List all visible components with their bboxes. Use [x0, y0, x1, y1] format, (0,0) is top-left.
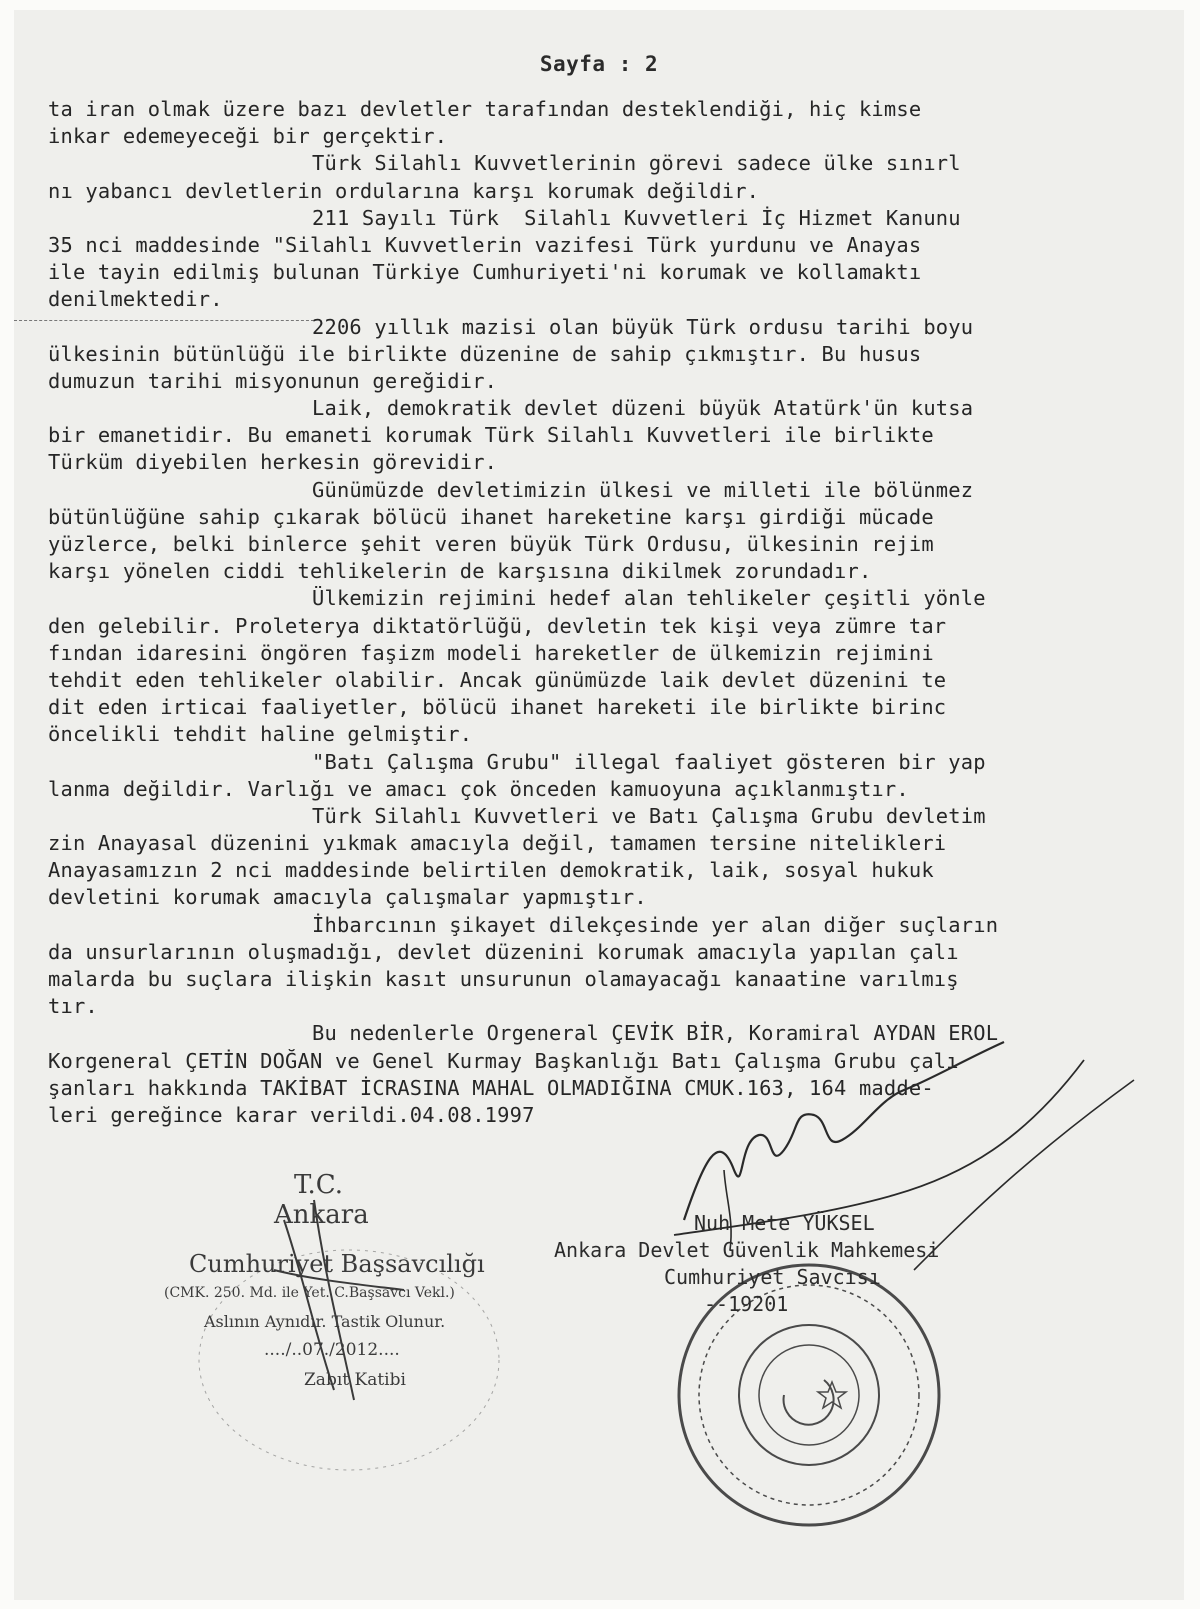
body-line: nı yabancı devletlerin ordularına karşı korumak değildir. [48, 178, 760, 203]
stamp-office: Cumhuriyet Başsavcılığı [189, 1250, 485, 1278]
stamp-city: Ankara [274, 1200, 369, 1230]
body-line: Anayasamızın 2 nci maddesinde belirtilen demokratik, laik, sosyal hukuk [48, 858, 934, 883]
body-line: ile tayin edilmiş bulunan Türkiye Cumhuriyeti'ni korumak ve kollamaktı [48, 260, 922, 285]
body-line: dumuzun tarihi misyonunun gereğidir. [48, 368, 498, 393]
body-line: şanları hakkında TAKİBAT İCRASINA MAHAL OLMADIĞINA CMUK.163, 164 madde- [48, 1075, 934, 1100]
stamp-tc: T.C. [294, 1170, 344, 1200]
stamp-certified: Aslının Aynıdır. Tastik Olunur. [204, 1312, 446, 1331]
body-line: inkar edemeyeceği bir gerçektir. [48, 124, 448, 149]
body-line: devletini korumak amacıyla çalışmalar yapmıştır. [48, 885, 647, 910]
body-line: den gelebilir. Proleterya diktatörlüğü, devletin tek kişi veya zümre tar [48, 613, 947, 638]
signature-block [554, 1210, 1114, 1318]
body-line: Türk Silahlı Kuvvetleri ve Batı Çalışma Grubu devletim [312, 803, 986, 828]
body-line: Laik, demokratik devlet düzeni büyük Atatürk'ün kutsa [312, 396, 974, 421]
body-line: Türküm diyebilen herkesin görevidir. [48, 450, 498, 475]
certification-stamp [164, 1160, 534, 1490]
body-line: zin Anayasal düzenini yıkmak amacıyla değil, tamamen tersine nitelikleri [48, 831, 947, 856]
body-line: Günümüzde devletimizin ülkesi ve milleti ile bölünmez [312, 477, 974, 502]
signatory-institution: Ankara Devlet Güvenlik Mahkemesi [554, 1238, 940, 1262]
body-line: dit eden irticai faaliyetler, bölücü ihanet hareketi ile birlikte birinc [48, 695, 947, 720]
body-line: yüzlerce, belki binlerce şehit veren büyük Türk Ordusu, ülkesinin rejim [48, 532, 934, 556]
document-body [48, 96, 1184, 1129]
body-line: ta iran olmak üzere bazı devletler tarafından desteklendiği, hiç kimse [48, 97, 922, 121]
body-line: fından idaresini öngören faşizm modeli hareketler de ülkemizin rejimini [48, 640, 934, 665]
body-line: öncelikli tehdit haline gelmiştir. [48, 722, 473, 747]
stamp-authority: (CMK. 250. Md. ile Yet. C.Başsavcı Vekl.) [164, 1285, 455, 1301]
body-line: denilmektedir. [48, 287, 223, 312]
body-line: Bu nedenlerle Orgeneral ÇEVİK BİR, Koramiral AYDAN EROL [312, 1021, 999, 1046]
page-number-header: Sayfa : 2 [539, 52, 659, 76]
body-line: Korgeneral ÇETİN DOĞAN ve Genel Kurmay Başkanlığı Batı Çalışma Grubu çalı [48, 1048, 959, 1073]
signatory-number: --19201 [704, 1292, 789, 1316]
body-line: malarda bu suçlara ilişkin kasıt unsurunun olamayacağı kanaatine varılmış [48, 967, 959, 991]
body-line: Ülkemizin rejimini hedef alan tehlikeler çeşitli yönle [312, 586, 986, 611]
body-line: "Batı Çalışma Grubu" illegal faaliyet gösteren bir yap [312, 749, 986, 774]
body-line: İhbarcının şikayet dilekçesinde yer alan diğer suçların [312, 912, 999, 937]
signatory-title: Cumhuriyet Savcısı [664, 1265, 881, 1289]
body-line: karşı yönelen ciddi tehlikelerin de karşısına dikilmek zorundadır. [48, 559, 872, 584]
body-line: Türk Silahlı Kuvvetlerinin görevi sadece ülke sınırl [312, 151, 961, 176]
signatory-name: Nuh Mete YÜKSEL [694, 1211, 875, 1235]
body-line: lanma değildir. Varlığı ve amacı çok önceden kamuoyuna açıklanmıştır. [48, 776, 909, 801]
stamp-clerk: Zabıt Katibi [304, 1370, 406, 1390]
body-line: tır. [48, 994, 98, 1019]
body-line: da unsurlarının oluşmadığı, devlet düzenini korumak amacıyla yapılan çalı [48, 939, 959, 964]
document-page [14, 10, 1184, 1600]
stamp-date: ..../..07./2012.... [264, 1340, 400, 1360]
body-line: ülkesinin bütünlüğü ile birlikte düzenine de sahip çıkmıştır. Bu husus [48, 341, 922, 366]
body-line: 2206 yıllık mazisi olan büyük Türk ordusu tarihi boyu [312, 314, 974, 339]
body-line: leri gereğince karar verildi.04.08.1997 [48, 1102, 535, 1127]
body-line: bütünlüğüne sahip çıkarak bölücü ihanet hareketine karşı girdiği mücade [48, 504, 934, 529]
body-line: 211 Sayılı Türk Silahlı Kuvvetleri İç Hizmet Kanunu [312, 205, 961, 230]
body-line: 35 nci maddesinde "Silahlı Kuvvetlerin vazifesi Türk yurdunu ve Anayas [48, 232, 922, 257]
body-line: bir emanetidir. Bu emaneti korumak Türk Silahlı Kuvvetleri ile birlikte [48, 423, 934, 448]
body-line: tehdit eden tehlikeler olabilir. Ancak günümüzde laik devlet düzenini te [48, 667, 947, 692]
